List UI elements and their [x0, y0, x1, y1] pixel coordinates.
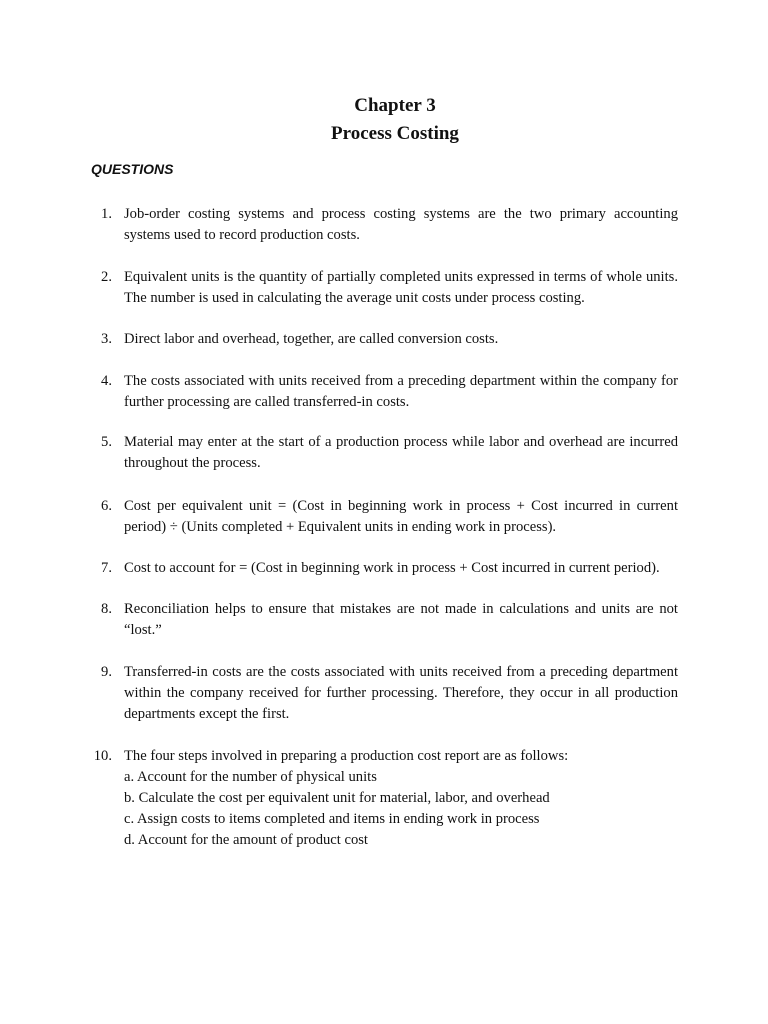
question-text: Material may enter at the start of a production process while labor and overhead are incurred throughout the process.	[124, 434, 678, 471]
chapter-number: Chapter 3	[354, 95, 436, 116]
question-number: 3.	[101, 331, 112, 347]
question-text: Reconciliation helps to ensure that mistakes are not made in calculations and units are not “lost.”	[124, 601, 678, 638]
step-item-c: c. Assign costs to items completed and items in ending work in process	[124, 811, 540, 827]
question-item-6	[90, 496, 678, 538]
question-text: Transferred-in costs are the costs associated with units received from a preceding department within the company received for further processing. Therefore, they occur in all production departments except the first.	[124, 664, 678, 722]
question-number: 6.	[101, 498, 112, 514]
question-number: 8.	[101, 601, 112, 617]
step-item-b: b. Calculate the cost per equivalent unit for material, labor, and overhead	[124, 790, 550, 806]
question-item-10	[90, 746, 678, 851]
question-text: Job-order costing systems and process costing systems are the two primary accounting systems used to record production costs.	[124, 206, 678, 243]
question-text: Cost to account for = (Cost in beginning work in process + Cost incurred in current period).	[124, 560, 660, 576]
question-number: 1.	[101, 206, 112, 222]
question-item-4	[90, 371, 678, 413]
question-number: 9.	[101, 664, 112, 680]
chapter-title: Process Costing	[331, 123, 459, 144]
question-text: The four steps involved in preparing a production cost report are as follows:	[124, 748, 569, 764]
question-number: 7.	[101, 560, 112, 576]
question-item-3	[90, 329, 678, 350]
question-text: Direct labor and overhead, together, are called conversion costs.	[124, 331, 499, 347]
question-text: Cost per equivalent unit = (Cost in beginning work in process + Cost incurred in current period) ÷ (Units completed + Equivalent units in ending work in process).	[124, 498, 678, 535]
question-item-5	[90, 432, 678, 474]
question-number: 5.	[101, 434, 112, 450]
section-heading: QUESTIONS	[91, 161, 174, 177]
question-item-8	[90, 599, 678, 641]
question-text: The costs associated with units received from a preceding department within the company for further processing are called transferred-in costs.	[124, 373, 678, 410]
step-item-d: d. Account for the amount of product cost	[124, 832, 368, 848]
question-item-9	[90, 662, 678, 725]
question-item-2	[90, 267, 678, 309]
question-item-1	[90, 204, 678, 246]
question-number: 4.	[101, 373, 112, 389]
question-item-7	[90, 558, 678, 579]
question-number: 2.	[101, 269, 112, 285]
question-number: 10.	[93, 748, 112, 764]
step-item-a: a. Account for the number of physical units	[124, 769, 377, 785]
question-text: Equivalent units is the quantity of partially completed units expressed in terms of whole units. The number is used in calculating the average unit costs under process costing.	[124, 269, 678, 306]
